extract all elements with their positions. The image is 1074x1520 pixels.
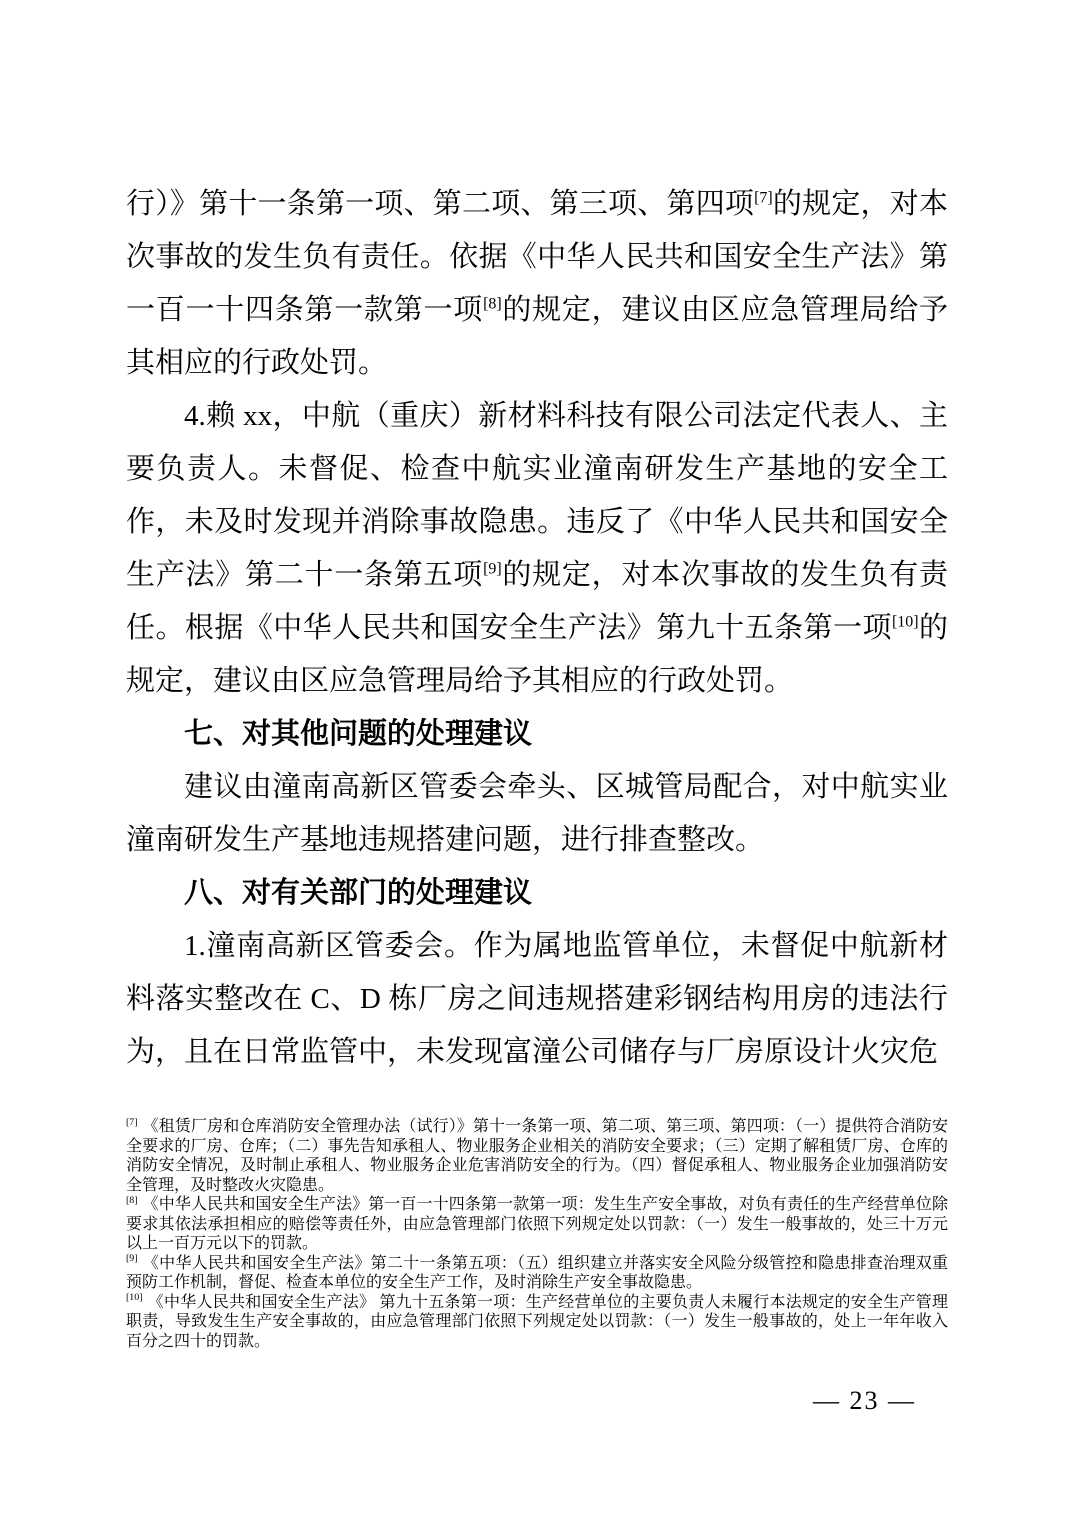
body-paragraph-item-4: 4.赖 xx，中航（重庆）新材料科技有限公司法定代表人、主要负责人。未督促、检查中航实业潼南研发生产基地的安全工作，未及时发现并消除事故隐患。违反了《中华人民共和国安全生产法》第二十一条第五项[9]的规定，对本次事故的发生负有责任。根据《中华人民共和国安全生产法》第九十五条第一项[10]的规定，建议由区应急管理局给予其相应的行政处罚。 <box>126 400 948 697</box>
body-paragraph-item-1: 1.潼南高新区管委会。作为属地监管单位，未督促中航新材料落实整改在 C、D 栋厂房之间违规搭建彩钢结构用房的违法行为，且在日常监管中，未发现富潼公司储存与厂房原设计火灾危 <box>126 930 948 1068</box>
footnote-reference-marker: [9] <box>483 560 502 578</box>
footnote-text: 《中华人民共和国安全生产法》第一百一十四条第一款第一项：发生生产安全事故，对负有责任的生产经营单位除要求其依法承担相应的赔偿等责任外，由应急管理部门依照下列规定处以罚款：（一）发生一般事故的，处三十万元以上一百万元以下的罚款。 <box>126 1196 948 1252</box>
footnote-9 <box>126 1254 948 1293</box>
footnotes-section <box>126 1117 948 1351</box>
footnote-7 <box>126 1117 948 1195</box>
footnote-text: 《中华人民共和国安全生产法》第二十一条第五项：（五）组织建立并落实安全风险分级管控和隐患排查治理双重预防工作机制，督促、检查本单位的安全生产工作，及时消除生产安全事故隐患。 <box>126 1254 948 1291</box>
footnote-marker: [7] <box>126 1116 138 1128</box>
footnote-8 <box>126 1195 948 1254</box>
footnote-text: 《租赁厂房和仓库消防安全管理办法（试行）》第十一条第一项、第二项、第三项、第四项：（一）提供符合消防安全要求的厂房、仓库；（二）事先告知承租人、物业服务企业相关的消防安全要求；（三）定期了解租赁厂房、仓库的消防安全情况，及时制止承租人、物业服务企业危害消防安全的行为。（四）督促承租人、物业服务企业加强消防安全管理，及时整改火灾隐患。 <box>126 1118 948 1194</box>
body-paragraph-continuation: 行）》第十一条第一项、第二项、第三项、第四项[7]的规定，对本次事故的发生负有责任。依据《中华人民共和国安全生产法》第一百一十四条第一款第一项[8]的规定，建议由区应急管理局给予其相应的行政处罚。 <box>126 188 948 379</box>
footnote-reference-marker: [7] <box>754 189 773 207</box>
footnote-10 <box>126 1293 948 1352</box>
footnote-reference-marker: [8] <box>483 295 502 313</box>
document-body <box>126 178 948 1079</box>
section-heading-8: 八、对有关部门的处理建议 <box>184 877 533 909</box>
section-heading-7: 七、对其他问题的处理建议 <box>184 718 533 750</box>
footnote-marker: [10] <box>126 1292 143 1304</box>
body-paragraph-suggestion: 建议由潼南高新区管委会牵头、区城管局配合，对中航实业潼南研发生产基地违规搭建问题，进行排查整改。 <box>126 771 948 856</box>
page-number: — 23 — <box>813 1386 916 1415</box>
footnote-marker: [9] <box>126 1253 138 1265</box>
footnote-marker: [8] <box>126 1194 138 1206</box>
footnote-text: 《中华人民共和国安全生产法》 第九十五条第一项：生产经营单位的主要负责人未履行本法规定的安全生产管理职责，导致发生生产安全事故的，由应急管理部门依照下列规定处以罚款：（一）发生一般事故的，处上一年年收入百分之四十的罚款。 <box>126 1293 948 1350</box>
footnote-reference-marker: [10] <box>891 613 919 631</box>
